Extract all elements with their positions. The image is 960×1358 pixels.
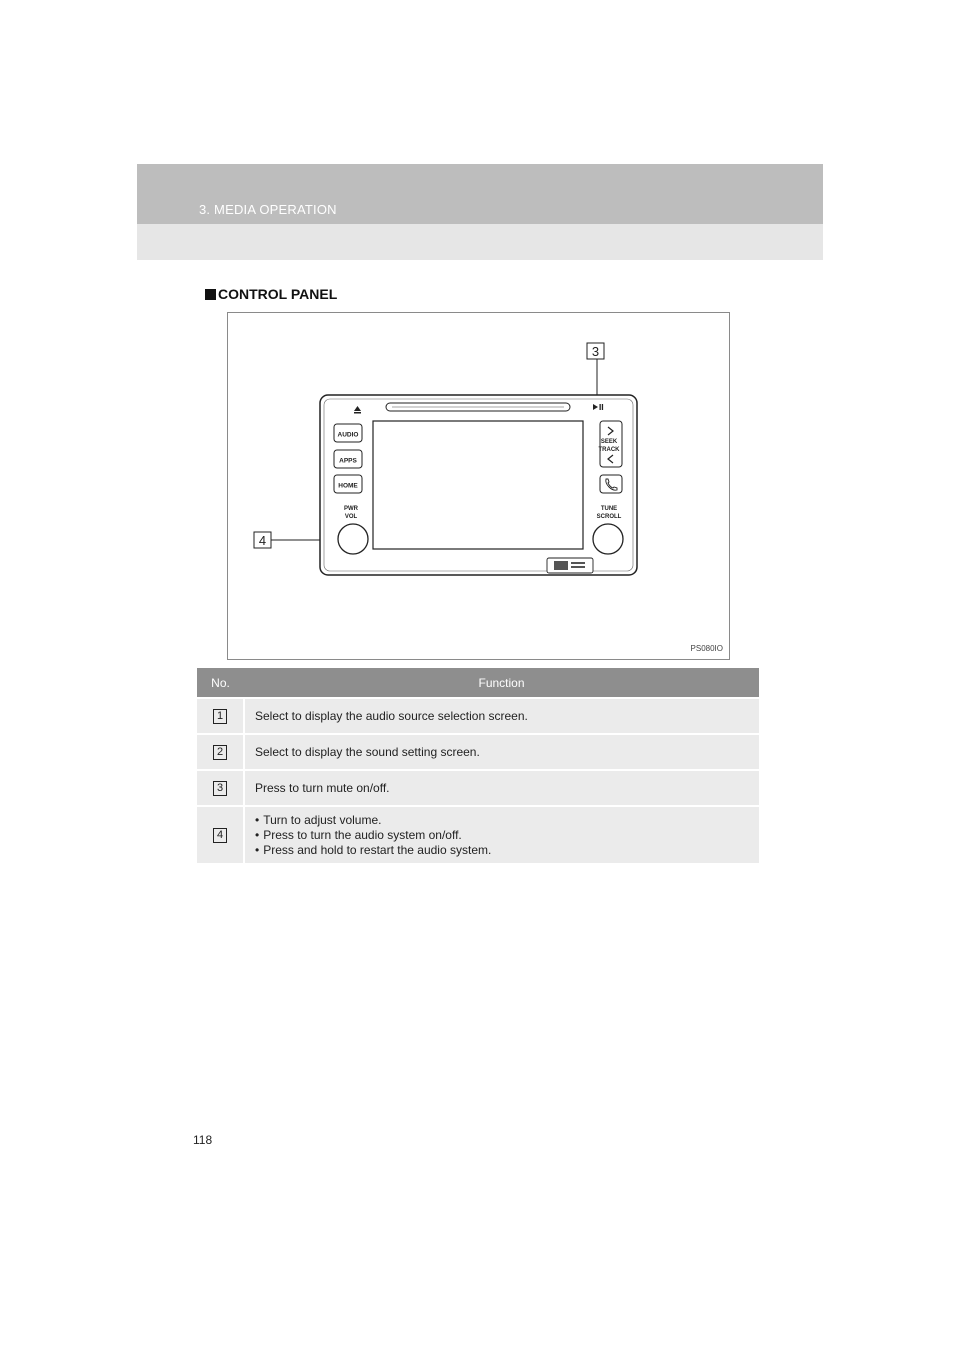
- scroll-label: SCROLL: [596, 514, 622, 520]
- audio-button: [334, 424, 362, 442]
- function-bullet-list: [255, 813, 758, 858]
- list-item: • Press to turn the audio system on/off.: [255, 828, 758, 843]
- callout-3-label: 3: [591, 344, 600, 359]
- subheading: [205, 286, 337, 302]
- column-header-function: Function: [244, 668, 759, 698]
- function-cell: [244, 806, 759, 863]
- row-number-cell: [197, 770, 244, 806]
- header-band: [137, 164, 823, 260]
- subheading-text: CONTROL PANEL: [218, 286, 338, 302]
- row-number-cell: [197, 698, 244, 734]
- header-bar: [137, 164, 823, 224]
- audio-button-label: AUDIO: [337, 431, 359, 439]
- row-number: 1: [213, 709, 227, 724]
- track-label: TRACK: [598, 447, 620, 453]
- table-row: [197, 698, 759, 734]
- list-item: • Press and hold to restart the audio system.: [255, 843, 758, 858]
- home-button-label: HOME: [338, 482, 358, 490]
- vol-label: VOL: [344, 514, 358, 520]
- control-panel-illustration: [228, 313, 729, 659]
- logo-plate: [547, 558, 593, 573]
- pwr-label: PWR: [344, 506, 358, 512]
- apps-button: [334, 450, 362, 468]
- column-header-no: No.: [197, 668, 244, 698]
- function-table: [197, 668, 759, 863]
- row-number-cell: [197, 734, 244, 770]
- tune-scroll-knob: [593, 524, 623, 554]
- tune-label: TUNE: [600, 506, 618, 512]
- table-row: [197, 734, 759, 770]
- phone-button: [600, 475, 622, 493]
- display-screen: [373, 421, 583, 549]
- table-row: [197, 770, 759, 806]
- function-cell: Press to turn mute on/off.: [244, 770, 759, 806]
- square-bullet-icon: [205, 289, 216, 300]
- function-cell: Select to display the sound setting screen.: [244, 734, 759, 770]
- section-title: 3. MEDIA OPERATION: [199, 202, 337, 217]
- table-row: [197, 806, 759, 863]
- row-number: 2: [213, 745, 227, 760]
- figure-code: PS080IO: [690, 644, 723, 653]
- apps-button-label: APPS: [339, 457, 357, 465]
- control-panel-figure: [227, 312, 730, 660]
- row-number-cell: [197, 806, 244, 863]
- seek-label: SEEK: [600, 439, 618, 445]
- list-item: • Turn to adjust volume.: [255, 813, 758, 828]
- home-button: [334, 475, 362, 493]
- callout-4-label: 4: [258, 533, 267, 548]
- pwr-vol-knob: [338, 524, 368, 554]
- table-header-row: [197, 668, 759, 698]
- function-cell: Select to display the audio source selection screen.: [244, 698, 759, 734]
- row-number: 4: [213, 828, 227, 843]
- row-number: 3: [213, 781, 227, 796]
- callout-3: [587, 343, 604, 403]
- page-number: 118: [193, 1133, 213, 1147]
